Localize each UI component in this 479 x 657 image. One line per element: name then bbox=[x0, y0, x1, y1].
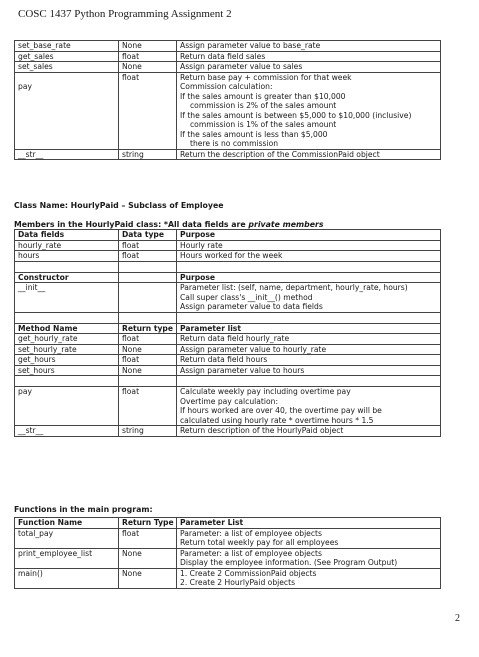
hourly-class-section bbox=[14, 201, 440, 437]
function-name: print_employee_list bbox=[15, 548, 119, 568]
table-row bbox=[15, 387, 441, 426]
table-row bbox=[15, 149, 441, 160]
header-cell: Method Name bbox=[15, 323, 119, 334]
field-type: float bbox=[119, 251, 177, 262]
method-name: __str__ bbox=[15, 426, 119, 437]
header-cell bbox=[119, 272, 177, 283]
method-type: float bbox=[119, 72, 177, 149]
table-row bbox=[15, 365, 441, 376]
table-row bbox=[15, 51, 441, 62]
purpose-line: Return base pay + commission for that week bbox=[180, 72, 352, 82]
field-purpose: Hourly rate bbox=[177, 240, 441, 251]
function-type: None bbox=[119, 548, 177, 568]
method-name: __str__ bbox=[15, 149, 119, 160]
function-params: Parameter: a list of employee objects Display the employee information. (See Program Output) bbox=[177, 548, 441, 568]
table-header-row bbox=[15, 230, 441, 241]
method-purpose: Calculate weekly pay including overtime pay Overtime pay calculation: If hours worked are over 40, the overtime pay will be calculated using hourly rate * overtime hours * 1.5 bbox=[177, 387, 441, 426]
table-row bbox=[15, 251, 441, 262]
spacer-row bbox=[15, 261, 441, 272]
header-cell: Parameter list bbox=[177, 323, 441, 334]
table-header-row bbox=[15, 518, 441, 529]
method-name: get_hourly_rate bbox=[15, 334, 119, 345]
main-program-section bbox=[14, 505, 440, 589]
method-type: float bbox=[119, 355, 177, 366]
method-purpose: Assign parameter value to hourly_rate bbox=[177, 344, 441, 355]
table-row bbox=[15, 62, 441, 73]
commission-methods-table bbox=[14, 40, 441, 160]
method-purpose: Return description of the HourlyPaid object bbox=[177, 426, 441, 437]
header-cell: Return Type bbox=[119, 518, 177, 529]
hourly-members-heading: Members in the HourlyPaid class: *All data fields are private members bbox=[14, 220, 324, 229]
method-name: set_sales bbox=[15, 62, 119, 73]
purpose-line: commission is 2% of the sales amount bbox=[190, 101, 337, 110]
spacer-row bbox=[15, 376, 441, 387]
purpose-line: If the sales amount is greater than $10,000 bbox=[180, 91, 346, 101]
method-type: float bbox=[119, 51, 177, 62]
table-row bbox=[15, 426, 441, 437]
method-purpose bbox=[177, 62, 441, 73]
main-program-table bbox=[14, 517, 441, 589]
table-row bbox=[15, 355, 441, 366]
commission-methods-section bbox=[14, 40, 440, 160]
purpose-line: commission is 1% of the sales amount bbox=[190, 120, 337, 129]
header-cell: Return type bbox=[119, 323, 177, 334]
field-name: hourly_rate bbox=[15, 240, 119, 251]
method-type: float bbox=[119, 387, 177, 426]
function-name: main() bbox=[15, 568, 119, 588]
method-name: set_base_rate bbox=[15, 41, 119, 52]
method-purpose: Assign parameter value to hours bbox=[177, 365, 441, 376]
method-type: None bbox=[119, 344, 177, 355]
field-type: float bbox=[119, 240, 177, 251]
method-type: float bbox=[119, 334, 177, 345]
method-type: None bbox=[119, 365, 177, 376]
table-row bbox=[15, 568, 441, 588]
method-purpose bbox=[177, 72, 441, 149]
table-row bbox=[15, 344, 441, 355]
method-name: pay bbox=[15, 72, 119, 149]
header-cell: Data type bbox=[119, 230, 177, 241]
table-row bbox=[15, 72, 441, 149]
method-purpose bbox=[177, 41, 441, 52]
constructor-name: __init__ bbox=[15, 283, 119, 313]
header-title: COSC 1437 Python Programming Assignment 2 bbox=[18, 8, 232, 20]
function-type: None bbox=[119, 568, 177, 588]
method-purpose bbox=[177, 51, 441, 62]
method-type: None bbox=[119, 62, 177, 73]
method-purpose: Return data field hourly_rate bbox=[177, 334, 441, 345]
header-cell: Parameter List bbox=[177, 518, 441, 529]
header-cell: Constructor bbox=[15, 272, 119, 283]
purpose-line: there is no commission bbox=[190, 139, 279, 148]
header-cell: Data fields bbox=[15, 230, 119, 241]
field-name: hours bbox=[15, 251, 119, 262]
purpose-line: Commission calculation: bbox=[180, 82, 273, 91]
private-members-emphasis: private members bbox=[248, 220, 324, 229]
header-cell: Purpose bbox=[177, 230, 441, 241]
hourly-class-table bbox=[14, 229, 441, 437]
page-number: 2 bbox=[455, 613, 460, 624]
function-type: float bbox=[119, 528, 177, 548]
function-params: 1. Create 2 CommissionPaid objects 2. Create 2 HourlyPaid objects bbox=[177, 568, 441, 588]
purpose-line: If the sales amount is between $5,000 to $10,000 (inclusive) bbox=[180, 110, 412, 120]
field-purpose: Hours worked for the week bbox=[177, 251, 441, 262]
table-row bbox=[15, 334, 441, 345]
table-row bbox=[15, 41, 441, 52]
method-name: set_hourly_rate bbox=[15, 344, 119, 355]
method-name: set_hours bbox=[15, 365, 119, 376]
method-purpose bbox=[177, 149, 441, 160]
method-purpose: Return data field hours bbox=[177, 355, 441, 366]
table-row bbox=[15, 528, 441, 548]
function-name: total_pay bbox=[15, 528, 119, 548]
function-params: Parameter: a list of employee objects Return total weekly pay for all employees bbox=[177, 528, 441, 548]
purpose-line: Assign parameter value to base_rate bbox=[180, 41, 321, 50]
method-type: string bbox=[119, 426, 177, 437]
method-name: get_hours bbox=[15, 355, 119, 366]
table-header-row bbox=[15, 323, 441, 334]
main-program-heading: Functions in the main program: bbox=[14, 505, 153, 514]
method-name: get_sales bbox=[15, 51, 119, 62]
hourly-class-heading: Class Name: HourlyPaid – Subclass of Employee bbox=[14, 201, 224, 210]
spacer-row bbox=[15, 312, 441, 323]
purpose-line: If the sales amount is less than $5,000 bbox=[180, 129, 328, 139]
table-row bbox=[15, 283, 441, 313]
purpose-line: Return data field sales bbox=[180, 51, 266, 61]
method-type: string bbox=[119, 149, 177, 160]
table-header-row bbox=[15, 272, 441, 283]
header-cell: Purpose bbox=[177, 272, 441, 283]
constructor-purpose: Parameter list: (self, name, department, hourly_rate, hours) Call super class's __init__() method Assign parameter value to data fields bbox=[177, 283, 441, 313]
header-cell: Function Name bbox=[15, 518, 119, 529]
method-name: pay bbox=[15, 387, 119, 426]
method-type: None bbox=[119, 41, 177, 52]
purpose-line: Return the description of the CommissionPaid object bbox=[180, 149, 380, 159]
purpose-line: Assign parameter value to sales bbox=[180, 62, 303, 71]
table-row bbox=[15, 240, 441, 251]
table-row bbox=[15, 548, 441, 568]
